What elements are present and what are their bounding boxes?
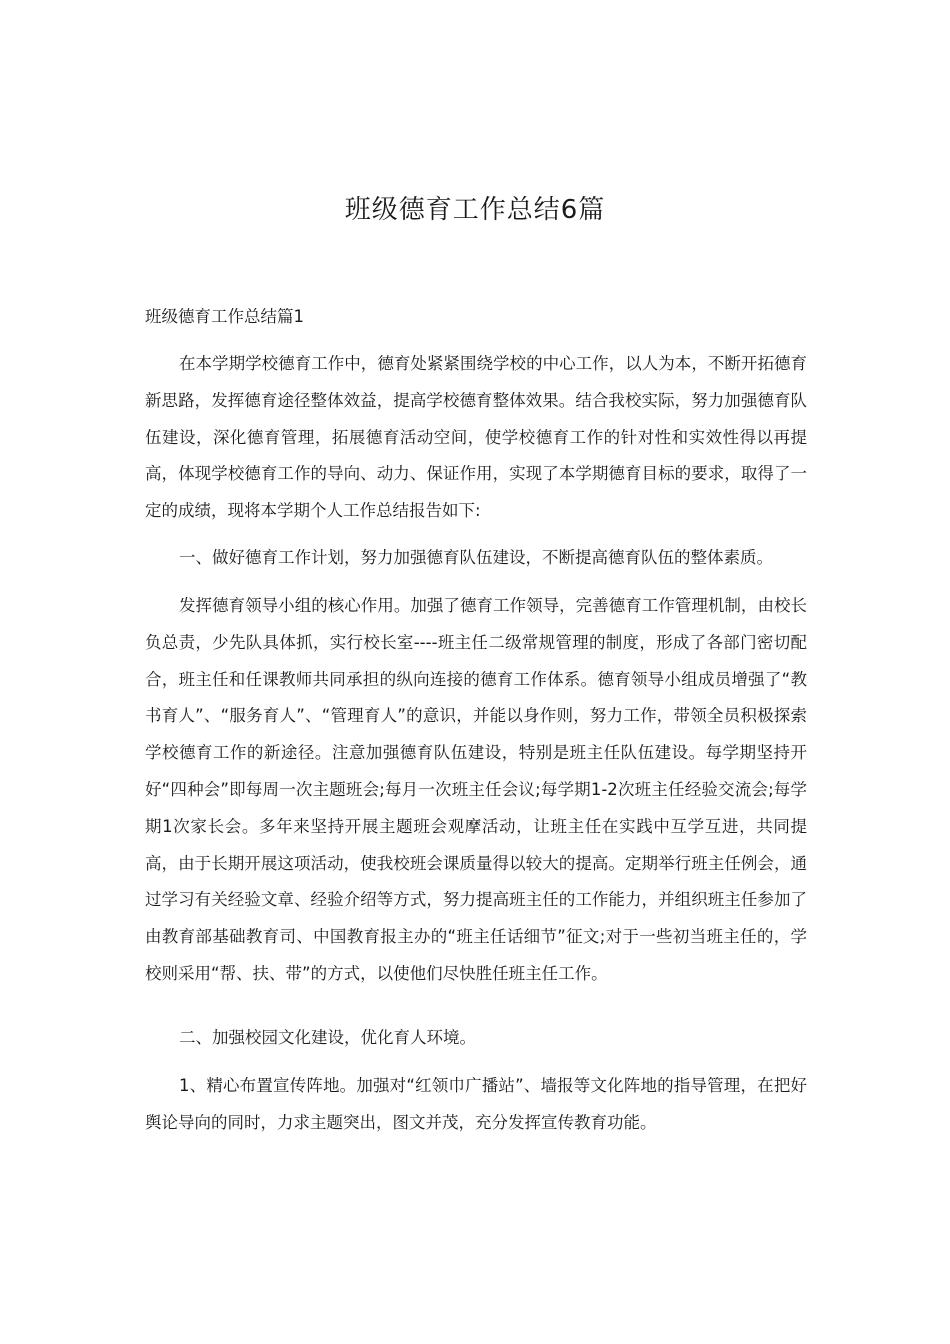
paragraph-intro: 在本学期学校德育工作中，德育处紧紧围绕学校的中心工作，以人为本，不断开拓德育新思路，发挥德育途径整体效益，提高学校德育整体效果。结合我校实际，努力加强德育队伍建设，深化德育管理，拓展德育活动空间，使学校德育工作的针对性和实效性得以再提高，体现学校德育工作的导向、动力、保证作用，实现了本学期德育目标的要求，取得了一定的成绩，现将本学期个人工作总结报告如下: bbox=[145, 354, 807, 521]
section-heading: 班级德育工作总结篇1 bbox=[145, 307, 304, 326]
paragraph-point-two-heading: 二、加强校园文化建设，优化育人环境。 bbox=[179, 1028, 476, 1047]
document-title: 班级德育工作总结6篇 bbox=[344, 195, 606, 225]
paragraph-point-two-item-one: 1、精心布置宣传阵地。加强对“红领巾广播站”、墙报等文化阵地的指导管理，在把好舆论导向的同时，力求主题突出，图文并茂，充分发挥宣传教育功能。 bbox=[145, 1076, 807, 1132]
paragraph-point-one-body: 发挥德育领导小组的核心作用。加强了德育工作领导，完善德育工作管理机制，由校长负总责，少先队具体抓，实行校长室----班主任二级常规管理的制度，形成了各部门密切配合，班主任和任课教师共同承担的纵向连接的德育工作体系。德育领导小组成员增强了“教书育人”、“服务育人”、“管理育人”的意识，并能以身作则，努力工作，带领全员积极探索学校德育工作的新途径。注意加强德育队伍建设，特别是班主任队伍建设。每学期坚持开好“四种会”即每周一次主题班会;每月一次班主任会议;每学期1-2次班主任经验交流会;每学期1次家长会。多年来坚持开展主题班会观摩活动，让班主任在实践中互学互进，共同提高，由于长期开展这项活动，使我校班会课质量得以较大的提高。定期举行班主任例会，通过学习有关经验文章、经验介绍等方式，努力提高班主任的工作能力，并组织班主任参加了由教育部基础教育司、中国教育报主办的“班主任话细节”征文;对于一些初当班主任的，学校则采用“帮、扶、带”的方式，以使他们尽快胜任班主任工作。 bbox=[145, 596, 807, 983]
paragraph-point-one-heading: 一、做好德育工作计划，努力加强德育队伍建设，不断提高德育队伍的整体素质。 bbox=[179, 548, 773, 567]
